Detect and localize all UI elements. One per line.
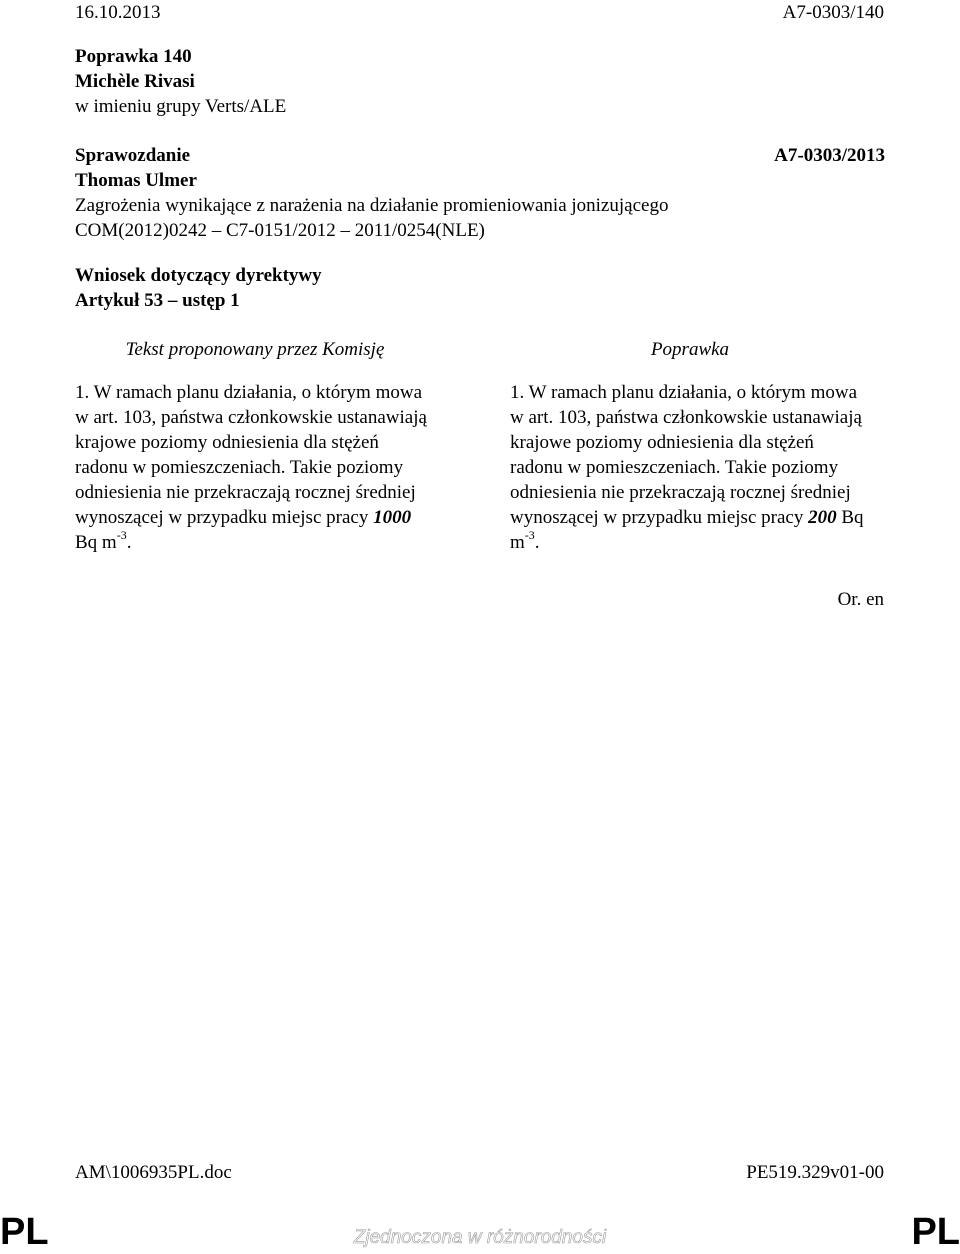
- amendment-group: w imieniu grupy Verts/ALE: [75, 96, 287, 117]
- commission-end: .: [126, 532, 132, 553]
- commission-text-body: [75, 380, 435, 555]
- amendment-block: [75, 44, 286, 119]
- language-code-right: PL: [911, 1211, 960, 1253]
- motion-article: Artykuł 53 – ustęp 1: [75, 290, 240, 311]
- footer-pe-number: PE519.329v01-00: [746, 1162, 884, 1183]
- footer-file: AM\1006935PL.doc: [75, 1162, 232, 1183]
- report-rapporteur: Thomas Ulmer: [75, 170, 197, 191]
- report-reference: COM(2012)0242 – C7-0151/2012 – 2011/0254(NLE): [75, 220, 485, 241]
- amendment-text-header: Poprawka: [650, 339, 730, 360]
- motion-block: [75, 263, 322, 313]
- amendment-text-column: [510, 337, 870, 555]
- amendment-title: Poprawka 140: [75, 46, 192, 67]
- amendment-text: 1. W ramach planu działania, o którym mowa w art. 103, państwa członkowskie ustanawiają krajowe poziomy odniesienia dla stężeń radonu w pomieszczeniach. Takie poziomy odniesienia nie przekraczają rocznej średniej wynoszącej w przypadku miejsc pracy: [510, 382, 862, 528]
- amendment-unit: Bq m: [510, 507, 864, 553]
- commission-text-header: Tekst proponowany przez Komisję: [125, 339, 385, 360]
- commission-unit: Bq m: [75, 532, 117, 553]
- motion-title: Wniosek dotyczący dyrektywy: [75, 265, 322, 286]
- commission-text: 1. W ramach planu działania, o którym mowa w art. 103, państwa członkowskie ustanawiają krajowe poziomy odniesienia dla stężeń radonu w pomieszczeniach. Takie poziomy odniesienia nie przekraczają rocznej średniej wynoszącej w przypadku miejsc pracy: [75, 382, 427, 528]
- report-block: [75, 143, 885, 243]
- amendment-end: .: [534, 532, 540, 553]
- amendment-author: Michèle Rivasi: [75, 71, 195, 92]
- report-number: A7-0303/2013: [774, 145, 885, 166]
- amendment-value: 200: [808, 507, 837, 528]
- report-subject: Zagrożenia wynikające z narażenia na działanie promieniowania jonizującego: [75, 195, 669, 216]
- document-number: A7-0303/140: [782, 2, 884, 23]
- date: 16.10.2013: [75, 2, 161, 23]
- commission-text-column: [75, 337, 435, 555]
- report-label: Sprawozdanie: [75, 145, 191, 166]
- amendment-text-body: [510, 380, 870, 555]
- commission-exponent: -3: [116, 527, 127, 542]
- language-code-left: PL: [0, 1211, 49, 1253]
- original-language: Or. en: [837, 589, 884, 610]
- footer-motto: Zjednoczona w różnorodności: [353, 1227, 607, 1248]
- amendment-exponent: -3: [524, 527, 535, 542]
- commission-value: 1000: [373, 507, 412, 528]
